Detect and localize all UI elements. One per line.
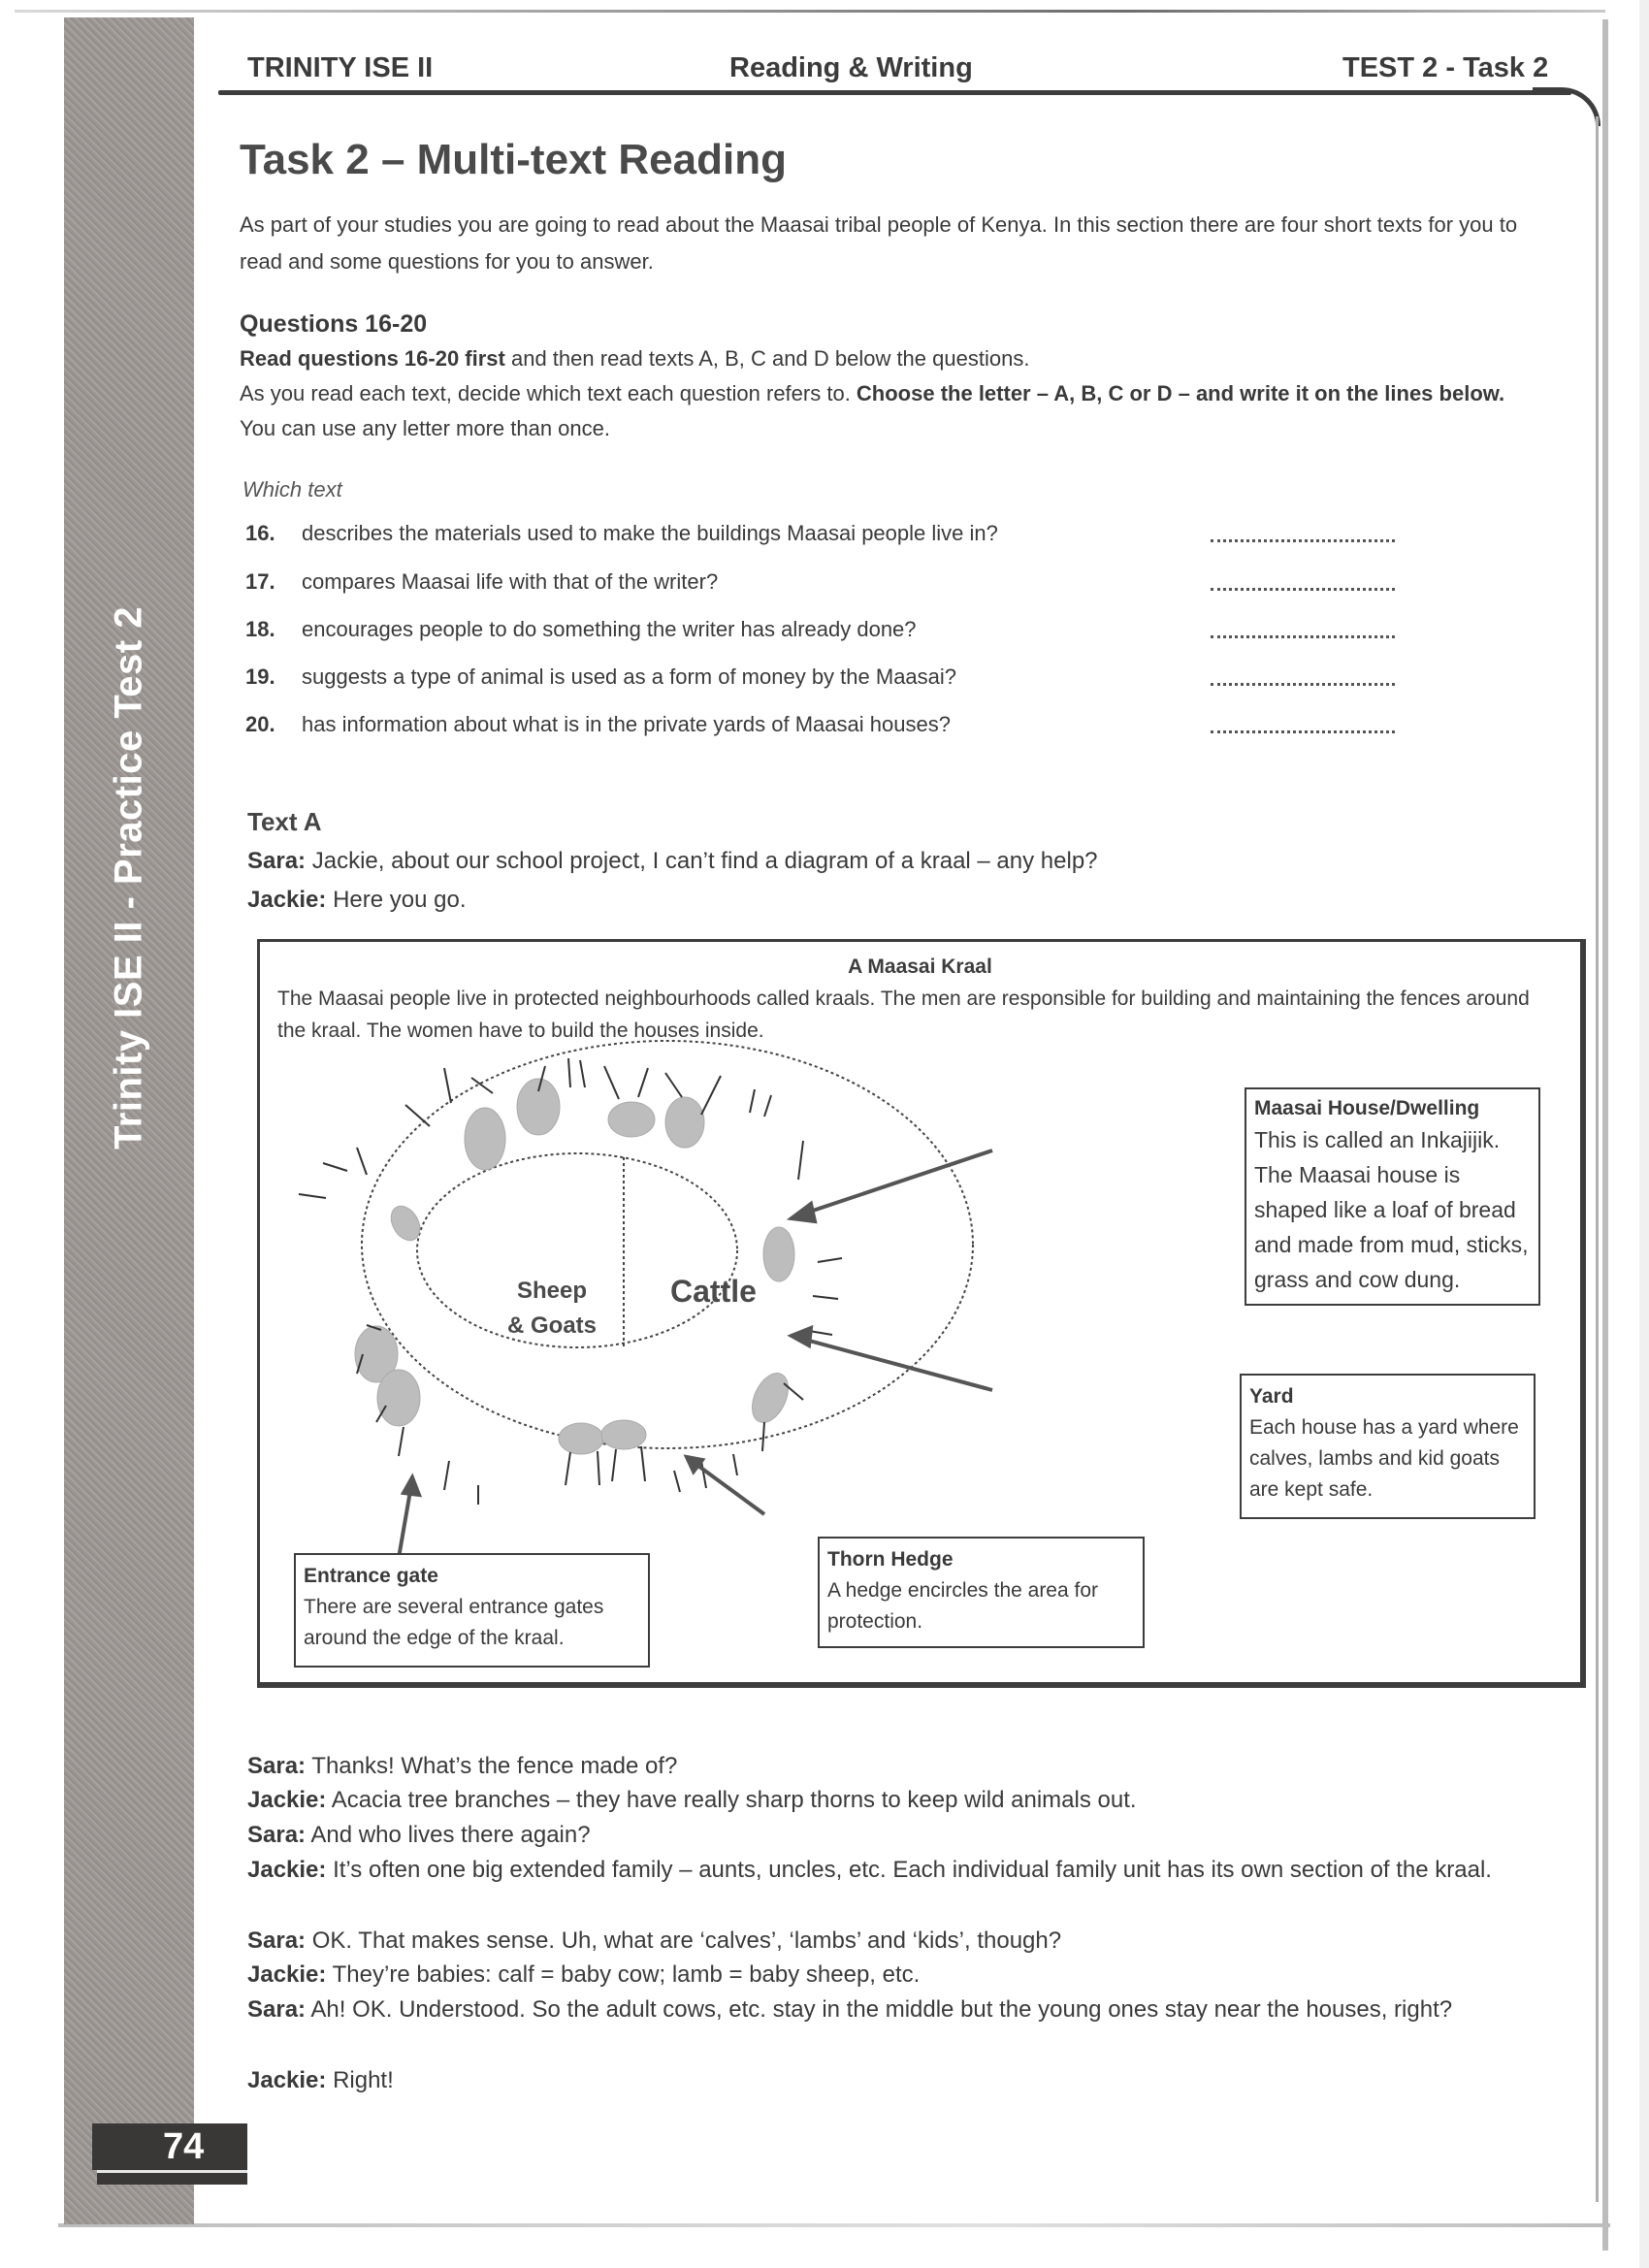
question-text: compares Maasai life with that of the writer? xyxy=(302,569,719,594)
dialogue-text: It’s often one big extended family – aunts, uncles, etc. Each individual family unit has its own section of the kraal. xyxy=(326,1857,1492,1883)
goats-label: & Goats xyxy=(507,1312,598,1339)
callout-gate-body: There are several entrance gates around the edge of the kraal. xyxy=(304,1596,604,1649)
callout-thorn-hedge xyxy=(818,1537,1145,1648)
dialogue-line xyxy=(247,1818,1586,1853)
dialogue-line xyxy=(247,1993,1586,2027)
question-text: encourages people to do something the writer has already done? xyxy=(302,617,917,641)
dialogue-line xyxy=(247,1924,1586,1959)
scan-edge-top xyxy=(15,10,1605,13)
callout-yard-body: Each house has a yard where calves, lambs and kid goats are kept safe. xyxy=(1249,1416,1519,1501)
question-text: suggests a type of animal is used as a form of money by the Maasai? xyxy=(302,664,957,689)
speaker: Sara: xyxy=(247,1996,307,2023)
kraal-diagram xyxy=(257,939,1586,1688)
question-row xyxy=(245,664,1409,696)
questions-heading: Questions 16-20 xyxy=(240,310,428,338)
house-icons xyxy=(355,1079,795,1454)
dialogue-line xyxy=(247,1749,1586,1784)
dialogue-text: And who lives there again? xyxy=(306,1822,591,1848)
header-rule-curve xyxy=(1533,87,1600,126)
speaker: Sara: xyxy=(247,1753,307,1779)
dialogue-text: OK. That makes sense. Uh, what are ‘calves’, ‘lambs’ and ‘kids’, though? xyxy=(306,1928,1062,1954)
header-section: Reading & Writing xyxy=(729,52,973,83)
callout-house-title: Maasai House/Dwelling xyxy=(1254,1097,1480,1119)
question-number: 19. xyxy=(245,664,275,689)
instruction-text-2: As you read each text, decide which text each question refers to. xyxy=(240,381,857,405)
callout-house-body: This is called an Inkajijik. The Maasai house is shaped like a loaf of bread and made from mud, sticks, grass and cow dung. xyxy=(1254,1127,1529,1292)
scan-edge-right xyxy=(1639,0,1649,2268)
answer-line-16[interactable] xyxy=(1211,538,1395,542)
thorn-hedge-outline xyxy=(362,1041,973,1448)
callout-hedge-title: Thorn Hedge xyxy=(827,1548,954,1571)
dialogue-text: They’re babies: calf = baby cow; lamb = baby sheep, etc. xyxy=(326,1961,921,1988)
answer-line-17[interactable] xyxy=(1211,587,1395,591)
dialogue-text: Thanks! What’s the fence made of? xyxy=(306,1753,678,1779)
page-shadow-right xyxy=(1602,19,1608,2251)
dialogue-text: Ah! OK. Understood. So the adult cows, etc. stay in the middle but the young ones stay near the houses, right? xyxy=(306,1996,1453,2023)
question-number: 17. xyxy=(245,569,275,594)
question-number: 16. xyxy=(245,521,275,545)
side-band-title: Trinity ISE II - Practice Test 2 xyxy=(107,606,150,1150)
question-row xyxy=(245,521,1409,552)
sheep-label: Sheep xyxy=(516,1278,588,1304)
question-row xyxy=(245,569,1409,600)
dialogue-text: Here you go. xyxy=(326,887,467,913)
instruction-text-3: You can use any letter more than once. xyxy=(240,416,610,440)
answer-line-20[interactable] xyxy=(1211,729,1395,733)
dialogue-line xyxy=(247,1853,1586,1888)
text-a-heading: Text A xyxy=(247,807,322,836)
scan-edge-bottom xyxy=(58,2223,1610,2227)
speaker: Jackie: xyxy=(247,1961,327,1988)
question-row xyxy=(245,712,1409,743)
question-number: 18. xyxy=(245,617,275,641)
speaker: Jackie: xyxy=(247,1857,327,1883)
speaker: Jackie: xyxy=(247,887,327,913)
question-text: has information about what is in the private yards of Maasai houses? xyxy=(302,712,951,736)
callout-entrance-gate xyxy=(294,1553,650,1668)
speaker: Sara: xyxy=(247,848,307,874)
header-test-task: TEST 2 - Task 2 xyxy=(1342,52,1549,83)
instruction-text-1: and then read texts A, B, C and D below the questions. xyxy=(504,346,1030,371)
diagram-title: A Maasai Kraal xyxy=(848,956,992,978)
which-text-label: Which text xyxy=(242,477,342,502)
speaker: Sara: xyxy=(247,1928,307,1954)
question-text: describes the materials used to make the buildings Maasai people live in? xyxy=(302,521,998,545)
task-intro: As part of your studies you are going to read about the Maasai tribal people of Kenya. In this section there are four short texts for you to read and some questions for you to answer. xyxy=(240,212,1518,274)
instruction-bold-2: Choose the letter – A, B, C or D – and write it on the lines below. xyxy=(856,381,1505,405)
speaker: Jackie: xyxy=(247,1787,327,1813)
header-exam-name: TRINITY ISE II xyxy=(247,52,434,83)
dialogue-line xyxy=(247,1783,1586,1818)
cattle-label: Cattle xyxy=(670,1274,757,1309)
instruction-bold-1: Read questions 16-20 first xyxy=(240,346,505,371)
page-title: Task 2 – Multi-text Reading xyxy=(240,136,787,183)
dialogue-line xyxy=(247,844,1586,879)
question-number: 20. xyxy=(245,712,275,736)
page-border-right xyxy=(1596,116,1599,2202)
page-number-bar xyxy=(97,2173,247,2185)
header-rule xyxy=(218,90,1571,95)
diagram-description: The Maasai people live in protected neighbourhoods called kraals. The men are responsible for building and maintaining the fences around the kraal. The women have to build the houses inside. xyxy=(277,988,1530,1042)
dialogue-text: Jackie, about our school project, I can’t find a diagram of a kraal – any help? xyxy=(306,848,1098,874)
callout-yard-title: Yard xyxy=(1249,1385,1294,1408)
answer-line-18[interactable] xyxy=(1211,634,1395,638)
callout-hedge-body: A hedge encircles the area for protection. xyxy=(827,1579,1099,1633)
speaker: Jackie: xyxy=(247,2067,327,2093)
dialogue-text: Right! xyxy=(326,2067,394,2093)
dialogue-line xyxy=(247,1958,1586,1993)
question-row xyxy=(245,617,1409,648)
dialogue-line xyxy=(247,883,1586,918)
answer-line-19[interactable] xyxy=(1211,682,1395,686)
callout-gate-title: Entrance gate xyxy=(304,1565,438,1587)
speaker: Sara: xyxy=(247,1822,307,1848)
questions-instructions xyxy=(240,341,1530,446)
dialogue-line xyxy=(247,2063,1586,2098)
callout-yard xyxy=(1240,1374,1536,1519)
sheep-goats-label xyxy=(507,1274,597,1344)
page-number: 74 xyxy=(163,2126,205,2167)
dialogue-text: Acacia tree branches – they have really sharp thorns to keep wild animals out. xyxy=(326,1787,1137,1813)
callout-house xyxy=(1245,1087,1540,1306)
